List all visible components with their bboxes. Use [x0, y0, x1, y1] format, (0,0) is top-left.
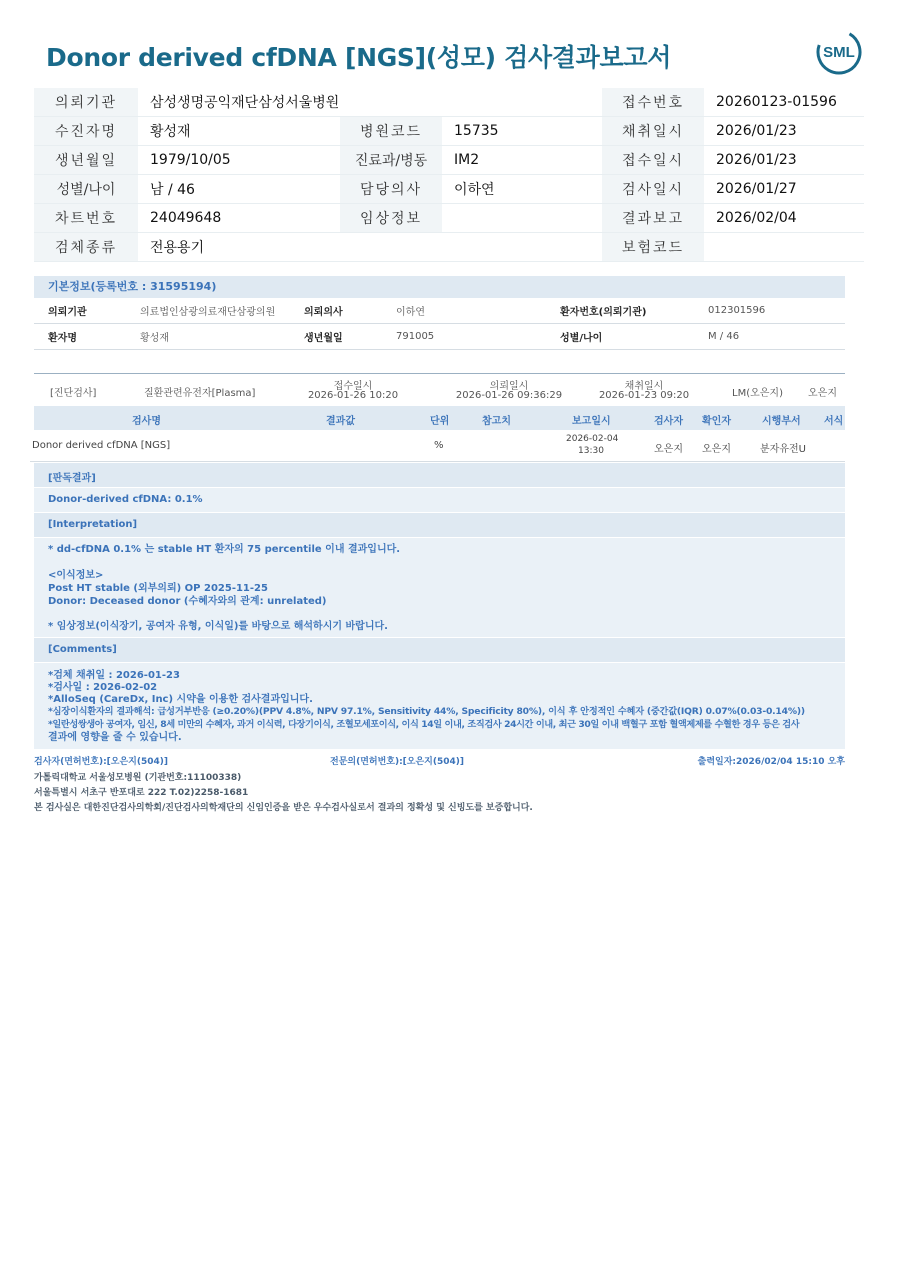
basic-value-sex-age: M / 46	[707, 324, 845, 350]
comment-line: 결과에 영향을 줄 수 있습니다.	[48, 732, 182, 743]
basic-value-birth: 791005	[395, 324, 559, 350]
footer-examiner: 검사자(면허번호):[오은지(504)]	[34, 757, 169, 767]
value-insurance	[704, 233, 864, 262]
row-report-time: 13:30	[578, 446, 604, 456]
value-sex-age: 남 / 46	[138, 175, 340, 204]
comment-line: *일란성쌍생아 공여자, 임신, 8세 미만의 수혜자, 과거 이식력, 다장기이식, 조혈모세포이식, 이식 14일 이내, 조직검사 24시간 이내, 최근 30일 이내 백혈구 포함 혈액제제를 수혈한 경우 등은 검사	[48, 719, 800, 730]
basic-value-patient-no: 012301596	[707, 298, 845, 324]
label-sex-age: 성별/나이	[34, 175, 138, 204]
basic-key-sex-age: 성별/나이	[559, 324, 707, 350]
value-report: 2026/02/04	[704, 204, 864, 233]
value-receipt-date: 2026/01/23	[704, 146, 864, 175]
value-birth: 1979/10/05	[138, 146, 340, 175]
col-value: 결과값	[326, 416, 355, 427]
value-specimen: 전용용기	[138, 233, 602, 262]
value-patient: 황성재	[138, 117, 340, 146]
exam-category: [진단검사]	[50, 388, 97, 399]
interp-band	[34, 537, 845, 637]
basic-value-name: 황성재	[139, 324, 303, 350]
exam-lm: LM(오은지)	[732, 388, 783, 399]
row-dept: 분자유전U	[760, 444, 806, 455]
comment-line: *AlloSeq (CareDx, Inc) 시약을 이용한 검사결과입니다.	[48, 694, 313, 705]
value-clinical	[442, 204, 602, 233]
footer-cert: 본 검사실은 대한진단검사의학회/진단검사의학재단의 신임인증을 받은 우수검사실로서 결과의 정확성 및 신빙도를 보증합니다.	[34, 803, 533, 813]
report-title: Donor derived cfDNA [NGS](성모) 검사결과보고서	[46, 43, 672, 72]
reading-header: [판독결과]	[48, 473, 96, 484]
interp-header-band	[34, 512, 845, 537]
patient-info-table	[34, 88, 864, 262]
logo-text: SML	[823, 44, 855, 61]
exam-info-row	[34, 378, 845, 404]
transplant-line-2: Donor: Deceased donor (수혜자와의 관계: unrelated)	[48, 596, 327, 607]
label-receipt-date: 접수일시	[602, 146, 704, 175]
value-doctor: 이하연	[442, 175, 602, 204]
label-report: 결과보고	[602, 204, 704, 233]
exam-specimen: 질환관련유전자[Plasma]	[144, 388, 256, 399]
value-hosp-code: 15735	[442, 117, 602, 146]
exam-receipt: 2026-01-26 10:20	[307, 390, 399, 401]
basic-key-patient-no: 환자번호(의뢰기관)	[559, 298, 707, 324]
value-chart: 24049648	[138, 204, 340, 233]
basic-value-hospital: 의료법인삼광의료재단삼광의원	[139, 298, 303, 324]
interp-header: [Interpretation]	[48, 519, 138, 530]
reading-result: Donor-derived cfDNA: 0.1%	[48, 494, 203, 505]
col-report-date: 보고일시	[572, 416, 611, 427]
basic-key-birth: 생년월일	[303, 324, 395, 350]
row-report-date: 2026-02-04	[566, 434, 619, 444]
comment-line: *검사일 : 2026-02-02	[48, 682, 158, 693]
col-form: 서식	[824, 416, 844, 427]
label-patient: 수진자명	[34, 117, 138, 146]
col-confirmer: 확인자	[702, 416, 731, 427]
sml-logo	[815, 28, 863, 76]
footer-specialist: 전문의(면허번호):[오은지(504)]	[330, 757, 465, 767]
label-birth: 생년월일	[34, 146, 138, 175]
exam-person: 오은지	[808, 388, 837, 399]
comments-header-band	[34, 637, 845, 662]
basic-key-doctor: 의뢰의사	[303, 298, 395, 324]
footer-org: 가톨릭대학교 서울성모병원 (기관번호:11100338)	[34, 773, 242, 783]
exam-collect-label: 채취일시	[624, 381, 664, 392]
footer-printed: 출력일자:2026/02/04 15:10 오후	[697, 757, 845, 767]
footer-address: 서울특별시 서초구 반포대로 222 T.02)2258-1681	[34, 788, 249, 798]
table-row	[30, 431, 845, 462]
comment-line: *심장이식환자의 결과해석: 급성거부반응 (≥0.20%)(PPV 4.8%, NPV 97.1%, Sensitivity 44%, Specificity 80%), 이식 후 안정적인 수혜자 (중간값(IQR) 0.07%(0.03-0.14%))	[48, 706, 805, 717]
basic-info-section	[34, 276, 845, 350]
value-hospital: 삼성생명공익재단삼성서울병원	[138, 88, 602, 117]
row-examiner: 오은지	[654, 444, 683, 455]
col-name: 검사명	[132, 416, 161, 427]
value-dept: IM2	[442, 146, 602, 175]
basic-key-hospital: 의뢰기관	[34, 298, 139, 324]
label-collect-date: 채취일시	[602, 117, 704, 146]
row-name: Donor derived cfDNA [NGS]	[32, 440, 171, 451]
row-unit: %	[434, 440, 444, 451]
basic-key-name: 환자명	[34, 324, 139, 350]
comments-header: [Comments]	[48, 644, 117, 655]
col-ref: 참고치	[482, 416, 511, 427]
basic-value-doctor: 이하연	[395, 298, 559, 324]
label-clinical: 임상정보	[340, 204, 442, 233]
value-exam-date: 2026/01/27	[704, 175, 864, 204]
label-insurance: 보험코드	[602, 233, 704, 262]
divider	[34, 373, 845, 374]
exam-request-label: 의뢰일시	[489, 381, 529, 392]
reading-result-band	[34, 487, 845, 512]
label-dept: 진료과/병동	[340, 146, 442, 175]
exam-collect: 2026-01-23 09:20	[598, 390, 690, 401]
comment-line: *검체 채취일 : 2026-01-23	[48, 670, 180, 681]
value-collect-date: 2026/01/23	[704, 117, 864, 146]
value-receipt-no: 20260123-01596	[704, 88, 864, 117]
exam-receipt-label: 접수일시	[333, 381, 373, 392]
label-doctor: 담당의사	[340, 175, 442, 204]
comments-band	[34, 662, 845, 749]
transplant-header: <이식정보>	[48, 570, 104, 581]
label-receipt-no: 접수번호	[602, 88, 704, 117]
reading-header-band	[34, 462, 845, 487]
interp-line: * dd-cfDNA 0.1% 는 stable HT 환자의 75 percentile 이내 결과입니다.	[48, 544, 401, 555]
clinical-note: * 임상정보(이식장기, 공여자 유형, 이식일)를 바탕으로 해석하시기 바랍니다.	[48, 621, 388, 632]
label-exam-date: 검사일시	[602, 175, 704, 204]
result-table-header	[34, 406, 845, 430]
col-examiner: 검사자	[654, 416, 683, 427]
label-hospital: 의뢰기관	[34, 88, 138, 117]
label-hosp-code: 병원코드	[340, 117, 442, 146]
exam-request: 2026-01-26 09:36:29	[455, 390, 563, 401]
col-dept: 시행부서	[762, 416, 801, 427]
label-chart: 차트번호	[34, 204, 138, 233]
label-specimen: 검체종류	[34, 233, 138, 262]
row-confirmer: 오은지	[702, 444, 731, 455]
col-unit: 단위	[430, 416, 450, 427]
transplant-line-1: Post HT stable (외부의뢰) OP 2025-11-25	[48, 583, 268, 594]
basic-info-header: 기본정보(등록번호 : 31595194)	[34, 276, 845, 298]
